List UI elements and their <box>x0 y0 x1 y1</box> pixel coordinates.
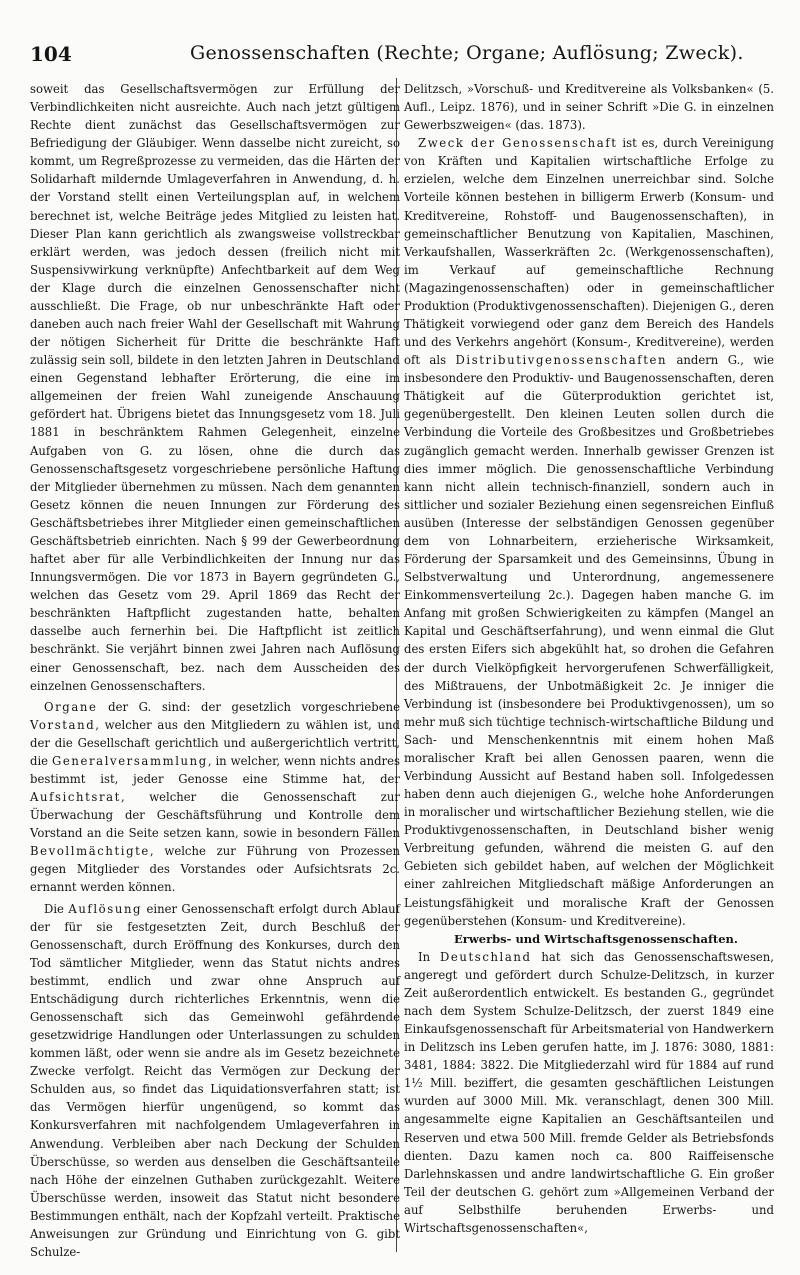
term-zweck: Zweck der Genossenschaft <box>418 136 618 151</box>
term-generalversammlung: Generalversammlung <box>52 753 208 768</box>
section-subheading: Erwerbs- und Wirtschaftsgenossenschaften. <box>454 931 738 946</box>
paragraph-organs: Organe der G. sind: der gesetzlich vorgeschriebene Vorstand, welcher aus den Mitgliedern zu wählen ist, und der die Gesellschaft gerichtlich und außergerichtlich vertritt, die Generalversammlung, in welcher, wenn nichts andres bestimmt ist, jeder Genosse eine Stimme hat, der Aufsichtsrat, welcher die Genossenschaft zur Überwachung der Geschäftsführung und Kontrolle dem Vorstand an die Seite setzen kann, sowie in besondern Fällen Bevollmächtigte, welche zur Führung von Prozessen gegen Mitglieder des Vorstandes oder Aufsichtsrats 2c. ernannt werden können. <box>30 699 400 895</box>
right-column <box>404 80 774 1237</box>
term-deutschland: Deutschland <box>439 949 532 964</box>
running-title: Genossenschaften (Rechte; Organe; Auflösung; Zweck). <box>190 42 744 64</box>
left-column <box>30 80 400 1261</box>
term-distributivgenossenschaften: Distributivgenossenschaften <box>455 353 668 368</box>
paragraph-germany: In Deutschland hat sich das Genossenschaftswesen, angeregt und gefördert durch Schulze-Delitzsch, in kurzer Zeit außerordentlich entwickelt. Es bestanden G., gegründet nach dem System Schulze-Delitzsch, der zuerst 1849 eine Einkaufsgenossenschaft für Arbeitsmaterial von Handwerkern in Delitzsch ins Leben gerufen hatte, im J. 1876: 3080, 1881: 3481, 1884: 3822. Die Mitgliederzahl wird für 1884 auf rund 1½ Mill. beziffert, die gesamten geschäftlichen Leistungen wurden auf 3000 Mill. Mk. veranschlagt, denen 300 Mill. angesammelte eigne Kapitalien an Geschäftsanteilen und Reserven und etwa 500 Mill. fremde Gelder als Betriebsfonds dienten. Dazu kamen noch ca. 800 Raiffeisensche Darlehnskassen und andre landwirtschaftliche G. Ein großer Teil der deutschen G. gehört zum »Allgemeinen Verband der auf Selbsthilfe beruhenden Erwerbs- und Wirtschaftsgenossenschaften«, <box>404 949 774 1235</box>
term-aufloesung: Auflösung <box>68 901 143 916</box>
term-organe: Organe <box>44 699 98 714</box>
page-number: 104 <box>30 42 72 66</box>
paragraph-dissolution: Die Auflösung einer Genossenschaft erfolgt durch Ablauf der für sie festgesetzten Zeit, durch Beschluß der Genossenschaft, durch Eröffnung des Konkurses, durch den Tod sämtlicher Mitglieder, wenn das Statut nichts andres bestimmt, endlich und zwar ohne Anspruch auf Entschädigung durch richterliches Erkenntnis, wenn die Genossenschaft sich das Gemeinwohl gefährdende gesetzwidrige Handlungen oder Unterlassungen zu schulden kommen läßt, oder wenn sie andre als im Gesetz bezeichnete Zwecke verfolgt. Reicht das Vermögen zur Deckung der Schulden aus, so findet das Liquidationsverfahren statt; ist das Vermögen hierfür ungenügend, so kommt das Konkursverfahren mit nachfolgendem Umlageverfahren in Anwendung. Verbleiben aber nach Deckung der Schulden Überschüsse, so werden aus denselben die Geschäftsanteile nach Höhe der einzelnen Guthaben zurückgezahlt. Weitere Überschüsse werden, insoweit das Statut nicht besondere Bestimmungen enthält, nach der Kopfzahl verteilt. Praktische Anweisungen zur Gründung und Einrichtung von G. gibt Schulze- <box>30 901 400 1259</box>
paragraph-purpose: Zweck der Genossenschaft ist es, durch Vereinigung von Kräften und Kapitalien wirtschaftliche Erfolge zu erzielen, welche dem Einzelnen unerreichbar sind. Solche Vorteile können bestehen in billigerm Erwerb (Konsum- und Kreditvereine, Rohstoff- und Baugenossenschaften), in gemeinschaftlicher Benutzung von Kapitalien, Maschinen, Verkaufshallen, Wasserkräften 2c. (Werkgenossenschaften), im Verkauf auf gemeinschaftliche Rechnung (Magazingenossenschaften) oder in gemeinschaftlicher Produktion (Produktivgenossenschaften). Diejenigen G., deren Thätigkeit vorwiegend oder ganz dem Bereich des Handels und des Verkehrs angehört (Konsum-, Kreditvereine), werden oft als Distributivgenossenschaften andern G., wie insbesondere den Produktiv- und Baugenossenschaften, deren Thätigkeit auf die Güterproduktion gerichtet ist, gegenübergestellt. Den kleinen Leuten sollen durch die Verbindung die Vorteile des Großbesitzes und Großbetriebes zugänglich gemacht werden. Innerhalb gewisser Grenzen ist dies immer möglich. Die genossenschaftliche Verbindung kann nicht allein technisch-finanziell, sondern auch in sittlicher und sozialer Beziehung einen segensreichen Einfluß ausüben (Interesse der selbständigen Genossen gegenüber dem von Lohnarbeitern, erzieherische Wirksamkeit, Förderung der Sparsamkeit und des Gemeinsinns, Übung in Selbstverwaltung und Unterordnung, angemessenere Einkommensverteilung 2c.). Dagegen haben manche G. im Anfang mit großen Schwierigkeiten zu kämpfen (Mangel an Kapital und Geschäftserfahrung), und wenn einmal die Glut des ersten Eifers sich abgekühlt hat, so drohen die Gefahren der durch Vielköpfigkeit hervorgerufenen Schwerfälligkeit, des Mißtrauens, der Unbotmäßigkeit 2c. Je inniger die Verbindung ist (insbesondere bei Produktivgenossen), um so mehr muß sich tüchtige technisch-wirtschaftliche Bildung und Sach- und Menschenkenntnis mit einem hohen Maß moralischer Kraft bei allen Genossen paaren, wenn die Verbindung Aussicht auf Bestand haben soll. Infolgedessen haben denn auch diejenigen G., welche hohe Anforderungen in moralischer und wirtschaftlicher Beziehung stellen, wie die Produktivgenossenschaften, in Deutschland bisher wenig Verbreitung gefunden, während die meisten G. auf den Gebieten sich gebildet haben, auf welchen der Möglichkeit einer zahlreichen Mitgliedschaft mäßige Anforderungen an Leistungsfähigkeit und moralische Kraft der Genossen gegenüberstehen (Konsum- und Kreditvereine). <box>404 136 774 928</box>
paragraph-literature: Delitzsch, »Vorschuß- und Kreditvereine als Volksbanken« (5. Aufl., Leipz. 1876), und in seiner Schrift »Die G. in einzelnen Gewerbszweigen« (das. 1873). <box>404 82 774 133</box>
term-bevollmaechtigte: Bevollmächtigte <box>30 844 150 859</box>
paragraph-liability: soweit das Gesellschaftsvermögen zur Erfüllung der Verbindlichkeiten nicht ausreichte. Auch nach jetzt gültigem Rechte dient zunächst das Gesellschaftsvermögen zur Befriedigung der Gläubiger. Wenn dasselbe nicht zureicht, so kommt, um Regreßprozesse zu vermeiden, das die Härten der Solidarhaft mildernde Umlageverfahren in Anwendung, d. h. der Vorstand stellt einen Verteilungsplan auf, in welchem berechnet ist, welche Beiträge jedes Mitglied zu leisten hat. Dieser Plan kann gerichtlich als zwangsweise vollstreckbar erklärt werden, was jedoch dessen (freilich nicht mit Suspensivwirkung verknüpfte) Anfechtbarkeit auf dem Weg der Klage durch die einzelnen Genossenschafter nicht ausschließt. Die Frage, ob nur unbeschränkte Haft oder daneben auch nach freier Wahl der Gesellschaft mit Wahrung der nötigen Sicherheit für Dritte die beschränkte Haft zulässig sein soll, bildete in den letzten Jahren in Deutschland einen Gegenstand lebhafter Erörterung, die eine im allgemeinen der freien Wahl zuneigende Anschauung gefördert hat. Übrigens bietet das Innungsgesetz vom 18. Juli 1881 in beschränktem Rahmen Gelegenheit, einzelne Aufgaben von G. zu lösen, ohne die durch das Genossenschaftsgesetz vorgeschriebene persönliche Haftung der Mitglieder übernehmen zu müssen. Nach dem genannten Gesetz können die neuen Innungen zur Förderung des Geschäftsbetriebes ihrer Mitglieder einen gemeinschaftlichen Geschäftsbetrieb einrichten. Nach § 99 der Gewerbeordnung haftet aber für alle Verbindlichkeiten der Innung nur das Innungsvermögen. Die vor 1873 in Bayern gegründeten G., welchen das Gesetz vom 29. April 1869 das Recht der beschränkten Haftpflicht zugestanden hatte, behalten dasselbe auch fernerhin bei. Die Haftpflicht ist zeitlich beschränkt. Sie verjährt binnen zwei Jahren nach Auflösung einer Genossenschaft, bez. nach dem Ausscheiden des einzelnen Genossenschafters. <box>30 82 400 693</box>
term-aufsichtsrat: Aufsichtsrat <box>30 790 121 805</box>
page-header <box>30 42 770 68</box>
term-vorstand: Vorstand <box>30 717 96 732</box>
